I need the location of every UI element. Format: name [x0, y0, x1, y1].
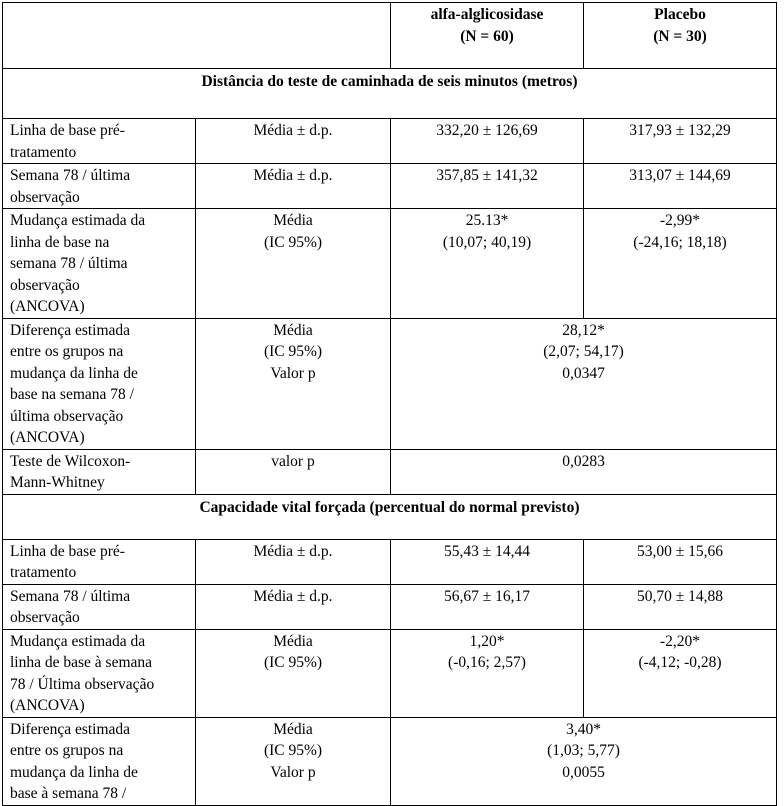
- alfa-value-line: 332,20 ± 126,69: [436, 122, 538, 139]
- combined-value: [391, 449, 777, 494]
- table-row: [3, 717, 777, 805]
- row-label: [3, 318, 196, 449]
- row-label-line: base na semana 78 /: [10, 386, 134, 403]
- placebo-value: [584, 119, 777, 164]
- row-label: [3, 209, 196, 319]
- row-statistic-line: Média: [273, 321, 313, 339]
- header-alfa-n: (N = 60): [460, 27, 514, 45]
- placebo-value: [584, 539, 777, 584]
- table-row: [3, 119, 777, 164]
- row-statistic-line: Média ± d.p.: [253, 587, 333, 605]
- table-row: [3, 449, 777, 494]
- combined-value-line: 0,0055: [562, 763, 605, 781]
- alfa-value-line: 1,20*: [469, 632, 505, 650]
- placebo-value: [584, 164, 777, 209]
- row-label-line: observação: [10, 276, 80, 294]
- row-statistic: [196, 717, 391, 805]
- row-statistic-line: Valor p: [270, 763, 316, 781]
- row-label: [3, 717, 196, 805]
- table-row: [3, 209, 777, 319]
- row-label-line: Semana 78 / última: [10, 167, 131, 184]
- results-table: [2, 2, 777, 806]
- alfa-value-line: 55,43 ± 14,44: [443, 542, 530, 560]
- row-label-line: (ANCOVA): [10, 298, 85, 315]
- row-label-line: entre os grupos na: [10, 742, 124, 759]
- placebo-value-line: 50,70 ± 14,88: [636, 587, 723, 605]
- placebo-value-line: (-4,12; -0,28): [638, 654, 722, 671]
- alfa-value-line: 25.13*: [465, 212, 509, 229]
- row-statistic-line: valor p: [271, 452, 315, 470]
- combined-value-line: 0,0347: [562, 364, 605, 382]
- row-label-line: 78 / Última observação: [10, 675, 155, 693]
- row-statistic-line: Média: [273, 632, 313, 650]
- section-title: Capacidade vital forçada (percentual do normal previsto): [3, 494, 777, 539]
- alfa-value: [391, 584, 584, 629]
- row-label-line: Linha de base pré-: [10, 122, 125, 139]
- table-row: [3, 584, 777, 629]
- row-label-line: Diferença estimada: [10, 720, 131, 738]
- section-title-row: [3, 494, 777, 539]
- row-label-line: última observação: [10, 407, 124, 425]
- alfa-value-line: 357,85 ± 141,32: [436, 167, 538, 184]
- row-label-line: entre os grupos na: [10, 343, 124, 360]
- alfa-value: [391, 119, 584, 164]
- row-label-line: observação: [10, 188, 80, 206]
- row-label-line: (ANCOVA): [10, 697, 85, 714]
- row-statistic-line: Média ± d.p.: [253, 542, 333, 560]
- alfa-value: [391, 209, 584, 319]
- placebo-value-line: 317,93 ± 132,29: [629, 122, 731, 139]
- combined-value-line: (1,03; 5,77): [547, 742, 620, 759]
- combined-value-line: 28,12*: [562, 321, 605, 339]
- row-label-line: Semana 78 / última: [10, 587, 131, 605]
- row-statistic-line: (IC 95%): [263, 654, 323, 671]
- placebo-value-line: 313,07 ± 144,69: [629, 167, 731, 184]
- row-statistic-line: Média ± d.p.: [253, 167, 333, 184]
- row-statistic: [196, 584, 391, 629]
- alfa-value: [391, 629, 584, 717]
- row-statistic: [196, 318, 391, 449]
- section-title: Distância do teste de caminhada de seis minutos (metros): [3, 69, 777, 119]
- row-label-line: linha de base na: [10, 233, 110, 251]
- row-statistic-line: Média: [273, 212, 313, 229]
- header-placebo-name: Placebo: [654, 6, 706, 23]
- row-statistic: [196, 449, 391, 494]
- row-label-line: Mudança estimada da: [10, 212, 146, 229]
- row-label-line: Teste de Wilcoxon-: [10, 452, 131, 470]
- alfa-value-line: 56,67 ± 16,17: [443, 587, 530, 605]
- section-title-row: [3, 69, 777, 119]
- placebo-value: [584, 629, 777, 717]
- row-label-line: Mudança estimada da: [10, 632, 146, 650]
- row-label-line: tratamento: [10, 564, 77, 581]
- row-label-line: Diferença estimada: [10, 321, 131, 339]
- row-label-line: linha de base à semana: [10, 654, 153, 671]
- row-label: [3, 539, 196, 584]
- row-statistic-line: (IC 95%): [263, 343, 323, 360]
- table-row: [3, 629, 777, 717]
- placebo-value: [584, 209, 777, 319]
- header-placebo-n: (N = 30): [653, 27, 707, 45]
- table-row: [3, 539, 777, 584]
- alfa-value-line: (10,07; 40,19): [442, 233, 532, 251]
- row-label-line: mudança da linha de: [10, 763, 138, 781]
- row-label: [3, 119, 196, 164]
- header-placebo: [584, 3, 777, 69]
- alfa-value-line: (-0,16; 2,57): [448, 654, 526, 671]
- row-label-line: tratamento: [10, 143, 77, 161]
- row-label: [3, 449, 196, 494]
- placebo-value-line: (-24,16; 18,18): [633, 233, 727, 251]
- header-alfa-name: alfa-alglicosidase: [430, 6, 544, 23]
- placebo-value-line: 53,00 ± 15,66: [636, 542, 723, 560]
- row-statistic-line: Valor p: [270, 364, 316, 382]
- row-statistic-line: (IC 95%): [263, 742, 323, 759]
- row-statistic-line: Média: [273, 720, 313, 738]
- row-statistic: [196, 164, 391, 209]
- header-alfa: [391, 3, 584, 69]
- combined-value-line: 0,0283: [562, 452, 605, 470]
- table-row: [3, 318, 777, 449]
- row-statistic: [196, 119, 391, 164]
- row-statistic: [196, 629, 391, 717]
- row-label-line: Mann-Whitney: [10, 474, 105, 491]
- alfa-value: [391, 164, 584, 209]
- placebo-value-line: -2,20*: [659, 632, 701, 650]
- row-label-line: Linha de base pré-: [10, 542, 125, 560]
- row-label: [3, 629, 196, 717]
- row-label-line: observação: [10, 609, 80, 626]
- row-label-line: base à semana 78 /: [10, 785, 127, 802]
- row-label-line: (ANCOVA): [10, 429, 85, 446]
- combined-value: [391, 318, 777, 449]
- header-row: [3, 3, 777, 69]
- placebo-value-line: -2,99*: [659, 212, 701, 229]
- row-label: [3, 584, 196, 629]
- row-statistic-line: Média ± d.p.: [253, 122, 333, 139]
- row-statistic: [196, 539, 391, 584]
- row-label: [3, 164, 196, 209]
- header-empty-cell: [3, 3, 391, 69]
- table-row: [3, 164, 777, 209]
- row-label-line: mudança da linha de: [10, 364, 138, 382]
- placebo-value: [584, 584, 777, 629]
- combined-value-line: 3,40*: [566, 720, 601, 738]
- row-label-line: semana 78 / última: [10, 255, 128, 272]
- row-statistic-line: (IC 95%): [263, 233, 323, 251]
- combined-value: [391, 717, 777, 805]
- alfa-value: [391, 539, 584, 584]
- combined-value-line: (2,07; 54,17): [543, 343, 624, 360]
- row-statistic: [196, 209, 391, 319]
